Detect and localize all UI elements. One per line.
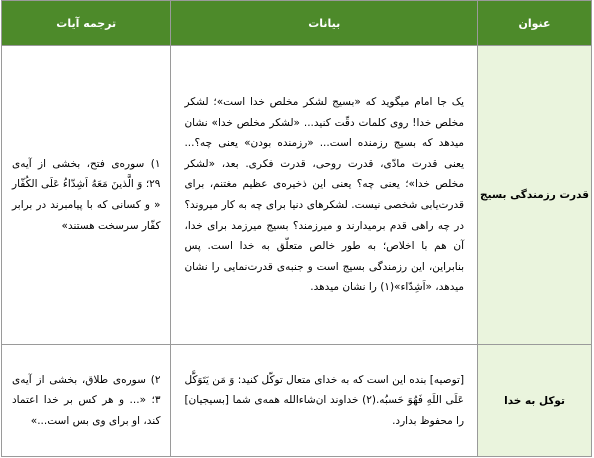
content-table: [1, 0, 592, 457]
header-verse-translation: ترجمه آیات: [2, 1, 171, 46]
row-description: یک جا امام میگوید که «بسیج لشکر مخلص خدا است»؛ لشکر مخلص خدا! روی کلمات دقّت کنید... «لشکر مخلص خدا» نشان میدهد که بسیج رزمنده است... «رزمنده بودن» یعنی چه؟... یعنی قدرت مادّی، قدرت روحی، قدرت فکری. بعد، «لشکر مخلص خدا»؛ یعنی چه؟ یعنی این ذخیره‌ی عظیم مغتنم، برای قدرت‌یابی شخصی نیست. لشکرهای دنیا برای چه به کار میروند؟ در چه راهی قدم برمیدارند و میرزمند؟ بسیج میرزمد برای خدا، آن هم با اخلاص؛ به طور خالص متعلّق به خدا است. پس بنابراین، این رزمندگی بسیج است و جنبه‌ی قدرت‌نمایی را نشان میدهد، «اَشِدّاء»(۱) را نشان میدهد.: [171, 46, 478, 345]
header-title: عنوان: [478, 1, 592, 46]
row-description: [توصیه] بنده این است که به خدای متعال توکّل کنید: وَ مَن يَتَوَكَّل عَلَى اللَهِ فَهُوَ حَسبُه.(۲) خداوند ان‌شاءالله همه‌ی شما [بسیجیان] را محفوظ بدارد.: [171, 345, 478, 457]
row-verse-translation: ۲) سوره‌ی طلاق، بخشی از آیه‌ی ۳؛ «... و هر كس بر خدا اعتماد كند، او براى وى بس است...»: [2, 345, 171, 457]
row-verse-translation: ۱) سوره‌ی فتح، بخشی از آیه‌ی ۲۹؛ وَ الَّذینَ مَعَهُ اَشِدّاءُ عَلَى الكُفّار « و كسانى كه با پيامبرند در برابر كفّار سرسخت هستند»: [2, 46, 171, 345]
table-row: [2, 345, 592, 457]
table-row: [2, 46, 592, 345]
row-title: قدرت رزمندگی بسیج: [478, 46, 592, 345]
header-row: [2, 1, 592, 46]
header-description: بیانات: [171, 1, 478, 46]
row-title: توکل به خدا: [478, 345, 592, 457]
